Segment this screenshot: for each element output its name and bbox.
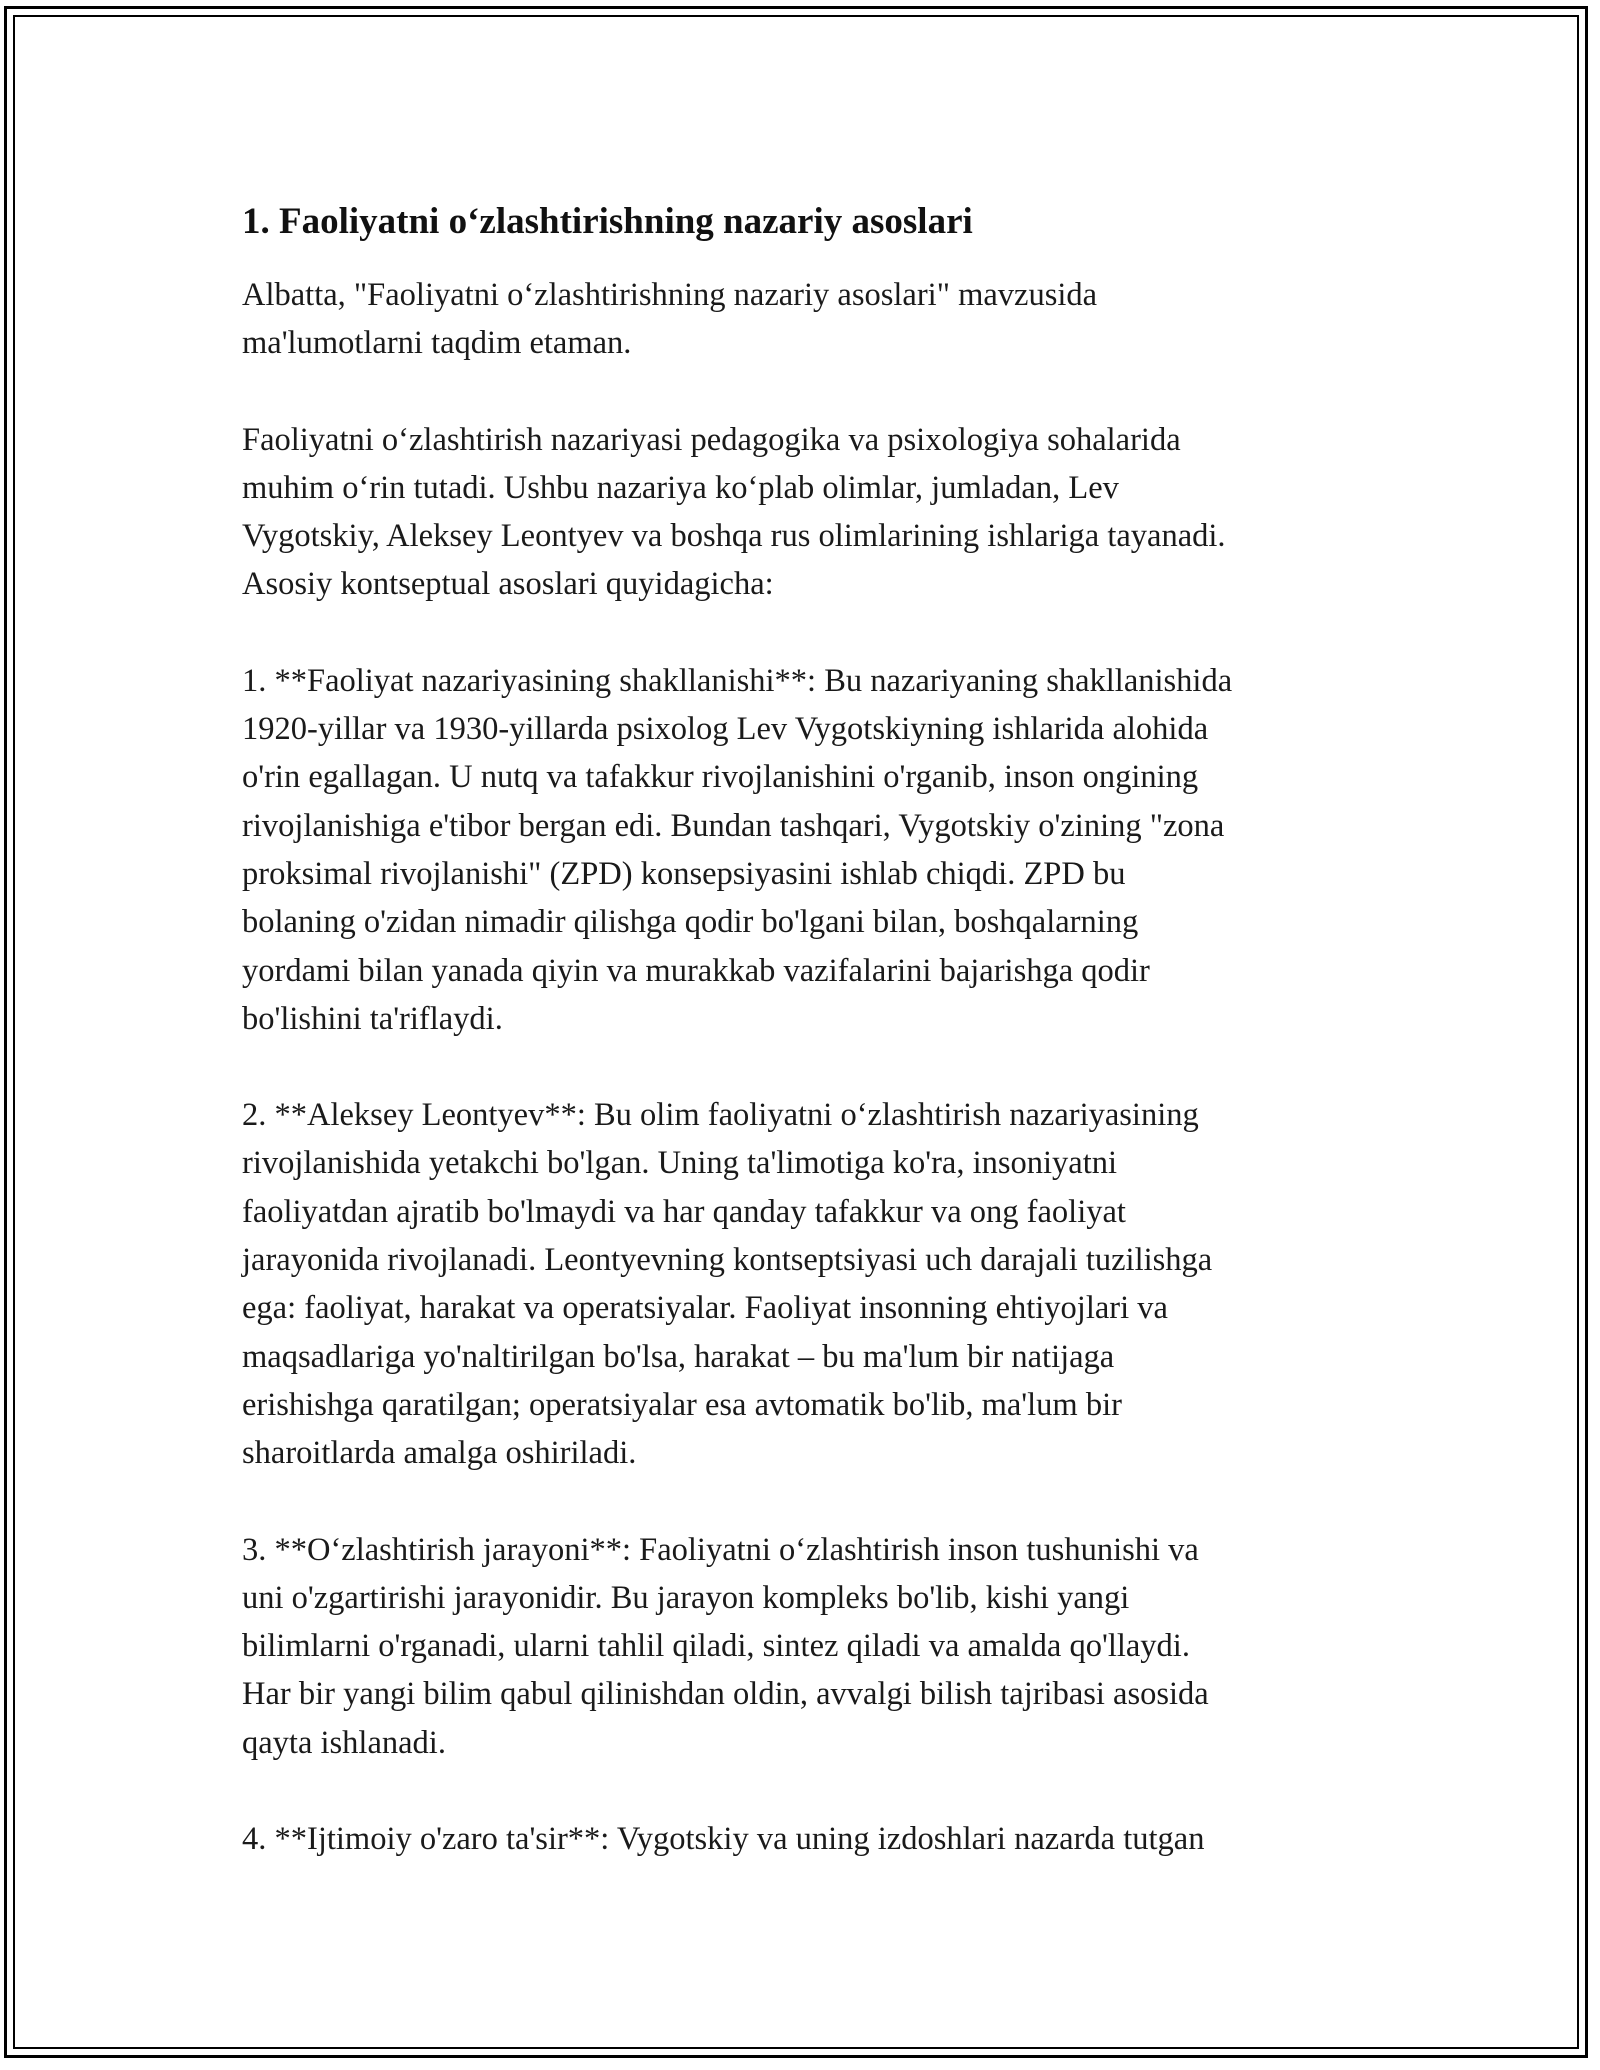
text-line: Faoliyatni o‘zlashtirish nazariyasi pedagogika va psixologiya sohalarida — [242, 421, 1181, 458]
text-line: proksimal rivojlanishi" (ZPD) konsepsiyasini ishlab chiqdi. ZPD bu — [242, 855, 1126, 892]
text-line: Har bir yangi bilim qabul qilinishdan oldin, avvalgi bilish tajribasi asosida — [242, 1676, 1209, 1713]
paragraph — [242, 416, 1382, 609]
paragraph — [242, 1815, 1382, 1863]
paragraph-list — [242, 271, 1382, 1863]
paragraph — [242, 271, 1382, 368]
text-line: 1920-yillar va 1930-yillarda psixolog Lev Vygotskiyning ishlarida alohida — [242, 711, 1209, 748]
text-line: muhim o‘rin tutadi. Ushbu nazariya ko‘plab olimlar, jumladan, Lev — [242, 469, 1119, 506]
page-frame — [4, 6, 1588, 2058]
text-line: rivojlanishiga e'tibor bergan edi. Bundan tashqari, Vygotskiy o'zining "zona — [242, 807, 1225, 844]
text-line: uni o'zgartirishi jarayonidir. Bu jarayon kompleks bo'lib, kishi yangi — [242, 1579, 1130, 1616]
text-line: ma'lumotlarni taqdim etaman. — [242, 325, 632, 362]
document-body — [242, 195, 1382, 1911]
text-line: o'rin egallagan. U nutq va tafakkur rivojlanishini o'rganib, inson ongining — [242, 759, 1199, 796]
text-line: 4. **Ijtimoiy o'zaro ta'sir**: Vygotskiy va uning izdoshlari nazarda tutgan — [242, 1821, 1205, 1858]
section-title: 1. Faoliyatni o‘zlashtirishning nazariy asoslari — [242, 201, 973, 242]
text-line: 1. **Faoliyat nazariyasining shakllanishi**: Bu nazariyaning shakllanishida — [242, 662, 1233, 699]
text-line: yordami bilan yanada qiyin va murakkab vazifalarini bajarishga qodir — [242, 952, 1150, 989]
text-line: bo'lishini ta'riflaydi. — [242, 1000, 503, 1037]
text-line: bolaning o'zidan nimadir qilishga qodir bo'lgani bilan, boshqalarning — [242, 904, 1139, 941]
text-line: bilimlarni o'rganadi, ularni tahlil qiladi, sintez qiladi va amalda qo'llaydi. — [242, 1628, 1190, 1665]
text-line: erishishga qaratilgan; operatsiyalar esa avtomatik bo'lib, ma'lum bir — [242, 1386, 1122, 1423]
text-line: Albatta, "Faoliyatni o‘zlashtirishning nazariy asoslari" mavzusida — [242, 277, 1098, 313]
text-line: sharoitlarda amalga oshiriladi. — [242, 1435, 637, 1472]
paragraph — [242, 1526, 1382, 1767]
text-line: Asosiy kontseptual asoslari quyidagicha: — [242, 566, 774, 603]
text-line: jarayonida rivojlanadi. Leontyevning kontseptsiyasi uch darajali tuzilishga — [242, 1242, 1213, 1279]
text-line: Vygotskiy, Aleksey Leontyev va boshqa rus olimlarining ishlariga tayanadi. — [242, 518, 1226, 555]
text-line: qayta ishlanadi. — [242, 1724, 446, 1761]
text-line: rivojlanishida yetakchi bo'lgan. Uning ta'limotiga ko'ra, insoniyatni — [242, 1145, 1118, 1182]
paragraph — [242, 1091, 1382, 1477]
text-line: 3. **O‘zlashtirish jarayoni**: Faoliyatni o‘zlashtirish inson tushunishi va — [242, 1531, 1199, 1568]
text-line: faoliyatdan ajratib bo'lmaydi va har qanday tafakkur va ong faoliyat — [242, 1193, 1126, 1230]
paragraph — [242, 657, 1382, 1043]
text-line: ega: faoliyat, harakat va operatsiyalar. Faoliyat insonning ehtiyojlari va — [242, 1290, 1168, 1327]
text-line: maqsadlariga yo'naltirilgan bo'lsa, harakat – bu ma'lum bir natijaga — [242, 1338, 1115, 1375]
text-line: 2. **Aleksey Leontyev**: Bu olim faoliyatni o‘zlashtirish nazariyasining — [242, 1097, 1199, 1134]
